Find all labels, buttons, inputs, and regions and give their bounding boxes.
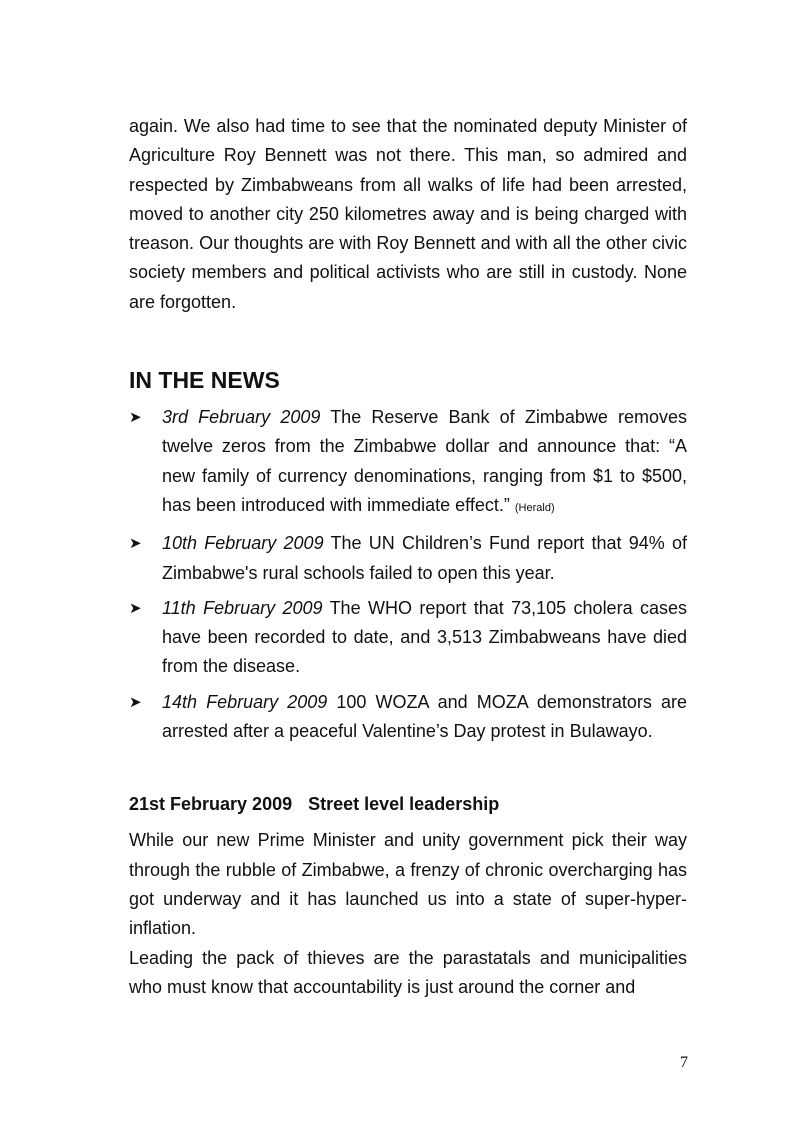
news-text: The Reserve Bank of Zimbabwe removes twelve zeros from the Zimbabwe dollar and announce that: “A new family of currency denominations, ranging from $1 to $500, has been introduced with immediate effect.”: [162, 407, 688, 515]
news-item: [129, 529, 687, 588]
arrowhead-bullet-icon: ➤: [129, 535, 142, 553]
page-number: 7: [680, 1054, 688, 1071]
arrowhead-bullet-icon: ➤: [129, 599, 142, 617]
news-date: 14th February 2009: [162, 691, 328, 712]
news-text: The UN Children’s Fund report that 94% of Zimbabwe's rural schools failed to open this year.: [162, 533, 688, 583]
news-date: 10th February 2009: [162, 533, 324, 554]
news-item: [129, 688, 687, 747]
news-date: 3rd February 2009: [162, 407, 321, 428]
news-text: The WHO report that 73,105 cholera cases have been recorded to date, and 3,513 Zimbabweans have died from the disease.: [162, 597, 687, 677]
section-heading: IN THE NEWS: [129, 367, 280, 394]
body-paragraph: Leading the pack of thieves are the parastatals and municipalities who must know that accountability is just around the corner and: [129, 947, 687, 997]
arrowhead-bullet-icon: ➤: [129, 693, 142, 711]
news-date: 11th February 2009: [162, 597, 323, 618]
news-source: (Herald): [514, 501, 555, 514]
news-list: [129, 403, 687, 746]
news-item: [129, 594, 687, 682]
body-paragraph: again. We also had time to see that the nominated deputy Minister of Agriculture Roy Bennett was not there. This man, so admired and respected by Zimbabweans from all walks of life had been arrested, moved to another city 250 kilometres away and is being charged with treason. Our thoughts are with Roy Bennett and with all the other civic society members and political activists who are still in custody. None are forgotten.: [129, 116, 687, 312]
body-paragraph: While our new Prime Minister and unity government pick their way through the rubble of Zimbabwe, a frenzy of chronic overcharging has got underway and it has launched us into a state of super-hyper-inflation.: [129, 830, 687, 939]
page-content: [129, 112, 687, 1002]
entry-heading: [129, 790, 687, 818]
news-text: 100 WOZA and MOZA demonstrators are arrested after a peaceful Valentine’s Day protest in Bulawayo.: [162, 691, 687, 742]
news-item: [129, 403, 687, 523]
arrowhead-bullet-icon: ➤: [129, 409, 142, 427]
entry-date: 21st February 2009: [129, 794, 293, 815]
entry-title: Street level leadership: [308, 794, 500, 815]
